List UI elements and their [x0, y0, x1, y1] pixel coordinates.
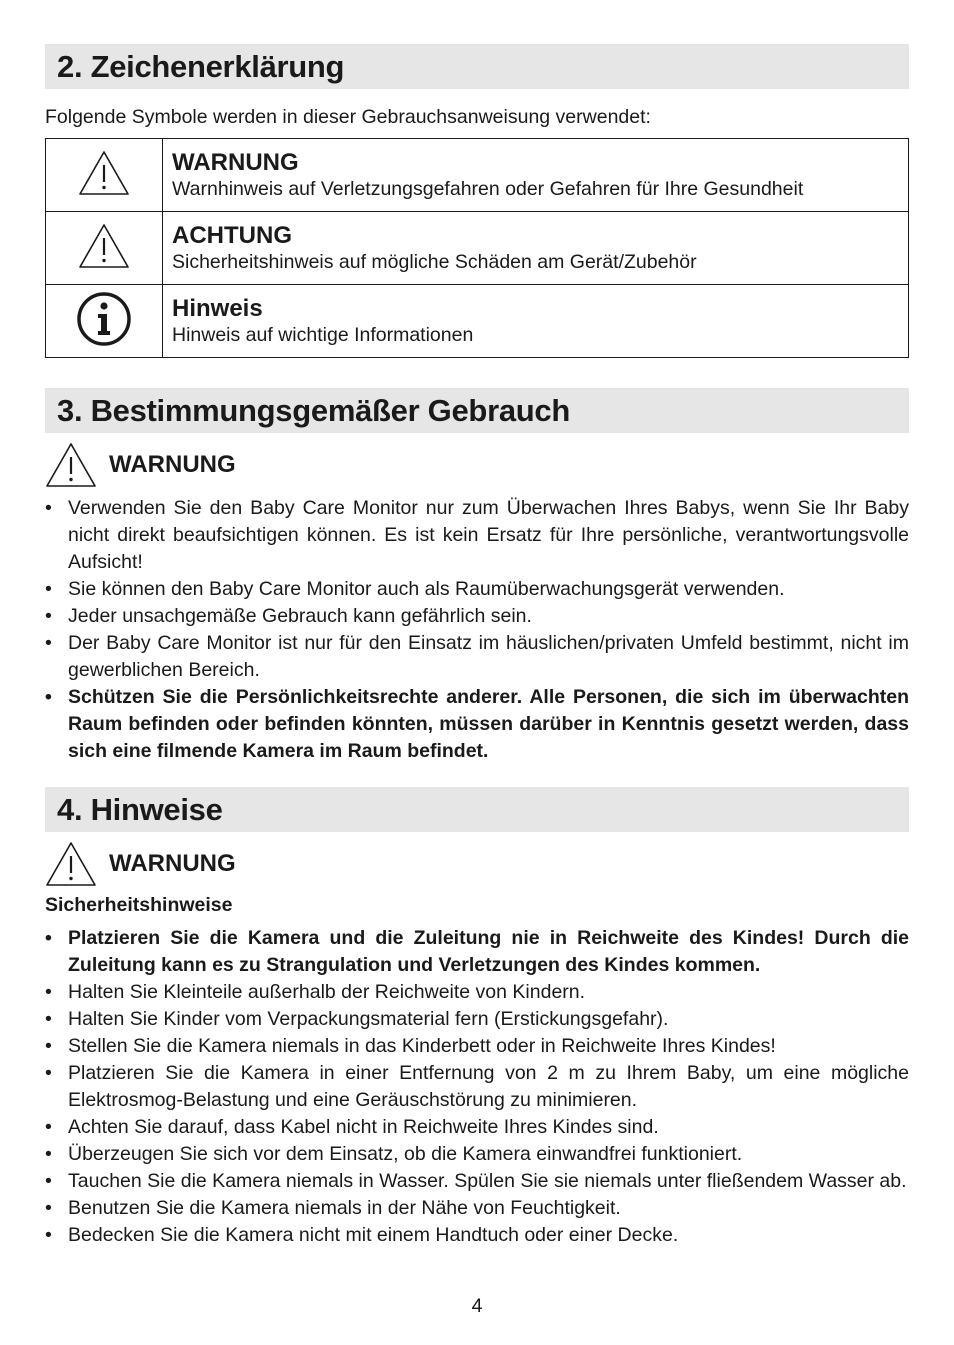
list-item: • Schützen Sie die Persönlichkeitsrechte anderer. Alle Personen, die sich im überwachten Raum befinden oder befinden könnten, müssen darüber in Kenntnis gesetzt werden, dass sich eine filmende Kamera im Raum befindet. — [45, 684, 909, 765]
warning-triangle-icon — [78, 149, 130, 197]
list-item: • Halten Sie Kleinteile außerhalb der Reichweite von Kindern. — [45, 979, 909, 1006]
symbol-row-hinweis — [46, 285, 909, 358]
list-item: • Platzieren Sie die Kamera und die Zuleitung nie in Reichweite des Kindes! Durch die Zuleitung kann es zu Strangulation und Verletzungen des Kindes kommen. — [45, 925, 909, 979]
symbol-description: Sicherheitshinweis auf mögliche Schäden am Gerät/Zubehör — [172, 251, 697, 273]
list-item: • Stellen Sie die Kamera niemals in das Kinderbett oder in Reichweite Ihres Kindes! — [45, 1033, 909, 1060]
warning-triangle-icon — [78, 222, 130, 270]
list-item: • Sie können den Baby Care Monitor auch als Raumüberwachungsgerät verwenden. — [45, 576, 909, 603]
list-item: • Tauchen Sie die Kamera niemals in Wasser. Spülen Sie sie niemals unter fließendem Wasser ab. — [45, 1168, 909, 1195]
section-3-bullet-list — [45, 495, 909, 765]
symbol-text-cell — [163, 212, 909, 285]
warning-label: WARNUNG — [109, 850, 236, 877]
warning-triangle-icon — [45, 840, 97, 888]
symbol-row-warnung — [46, 139, 909, 212]
symbol-icon-cell — [46, 285, 163, 358]
list-item: • Achten Sie darauf, dass Kabel nicht in Reichweite Ihres Kindes sind. — [45, 1114, 909, 1141]
section-4-heading: 4. Hinweise — [45, 787, 909, 832]
symbol-text-cell — [163, 285, 909, 358]
list-item: • Halten Sie Kinder vom Verpackungsmaterial fern (Erstickungsgefahr). — [45, 1006, 909, 1033]
list-item: • Platzieren Sie die Kamera in einer Entfernung von 2 m zu Ihrem Baby, um eine mögliche Elektrosmog-Belastung und eine Geräuschstörung zu minimieren. — [45, 1060, 909, 1114]
list-item: • Bedecken Sie die Kamera nicht mit einem Handtuch oder einer Decke. — [45, 1222, 909, 1249]
manual-page — [45, 44, 909, 1249]
symbol-title: ACHTUNG — [172, 222, 292, 249]
warning-label: WARNUNG — [109, 451, 236, 478]
list-item: • Jeder unsachgemäße Gebrauch kann gefährlich sein. — [45, 603, 909, 630]
list-item: • Verwenden Sie den Baby Care Monitor nur zum Überwachen Ihres Babys, wenn Sie Ihr Baby nicht direkt beaufsichtigen können. Es ist kein Ersatz für Ihre persönliche, verantwortungsvolle Aufsicht! — [45, 495, 909, 576]
section-3-warning — [45, 441, 909, 489]
list-item: • Der Baby Care Monitor ist nur für den Einsatz im häuslichen/privaten Umfeld bestimmt, nicht im gewerblichen Bereich. — [45, 630, 909, 684]
section-3-heading: 3. Bestimmungsgemäßer Gebrauch — [45, 388, 909, 433]
info-circle-icon — [76, 291, 132, 347]
warning-triangle-icon — [45, 441, 97, 489]
symbol-description: Hinweis auf wichtige Informationen — [172, 324, 474, 346]
section-2-heading: 2. Zeichenerklärung — [45, 44, 909, 89]
list-item: • Benutzen Sie die Kamera niemals in der Nähe von Feuchtigkeit. — [45, 1195, 909, 1222]
safety-subheading: Sicherheitshinweise — [45, 894, 233, 916]
symbol-icon-cell — [46, 139, 163, 212]
section-2-intro: Folgende Symbole werden in dieser Gebrauchsanweisung verwendet: — [45, 106, 651, 128]
page-number: 4 — [471, 1295, 483, 1317]
section-4-bullet-list — [45, 925, 909, 1249]
symbol-row-achtung — [46, 212, 909, 285]
symbol-text-cell — [163, 139, 909, 212]
symbol-legend-table — [45, 138, 909, 358]
symbol-title: Hinweis — [172, 295, 263, 322]
list-item: • Überzeugen Sie sich vor dem Einsatz, ob die Kamera einwandfrei funktioniert. — [45, 1141, 909, 1168]
symbol-title: WARNUNG — [172, 149, 299, 176]
symbol-description: Warnhinweis auf Verletzungsgefahren oder Gefahren für Ihre Gesundheit — [172, 178, 804, 200]
section-4-warning — [45, 840, 909, 888]
symbol-icon-cell — [46, 212, 163, 285]
